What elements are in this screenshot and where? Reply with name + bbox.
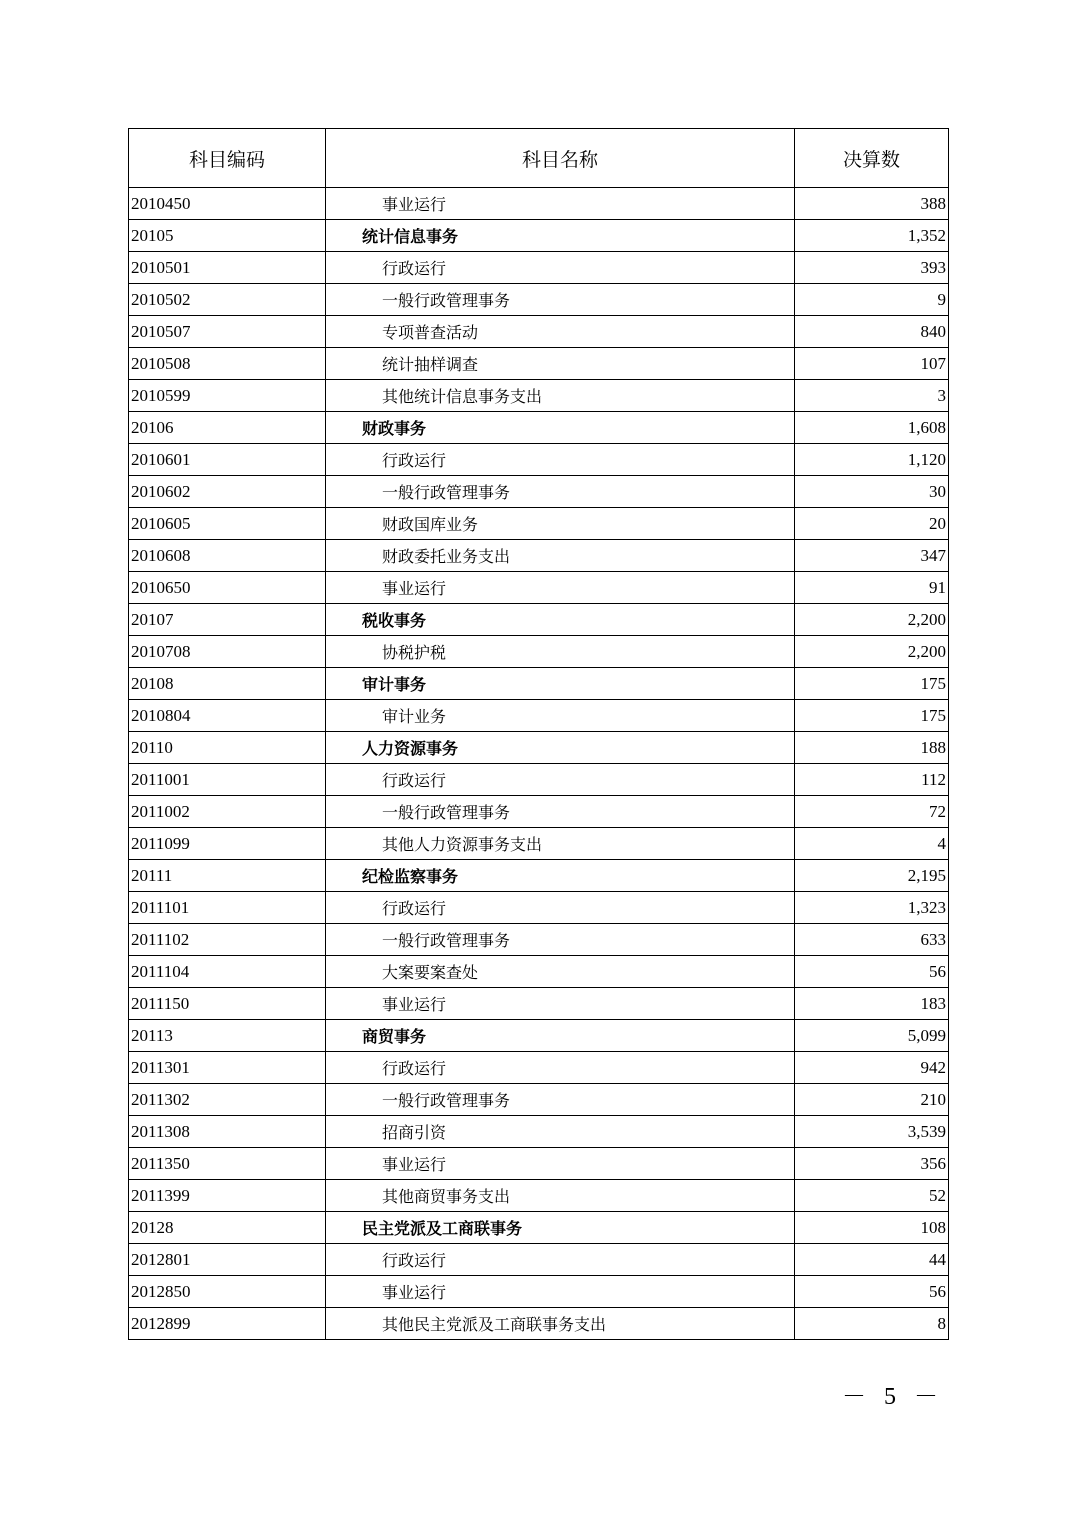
row-code: 2011302 <box>129 1084 326 1116</box>
row-amount: 2,200 <box>795 604 949 636</box>
row-code: 2011399 <box>129 1180 326 1212</box>
row-amount: 942 <box>795 1052 949 1084</box>
row-code: 20106 <box>129 412 326 444</box>
row-amount: 840 <box>795 316 949 348</box>
row-amount: 393 <box>795 252 949 284</box>
budget-table <box>128 128 949 1340</box>
row-item-name: 一般行政管理事务 <box>326 476 795 508</box>
row-amount: 108 <box>795 1212 949 1244</box>
table-row <box>129 284 949 316</box>
row-amount: 3 <box>795 380 949 412</box>
row-code: 2011099 <box>129 828 326 860</box>
row-item-name: 一般行政管理事务 <box>326 796 795 828</box>
row-code: 2011101 <box>129 892 326 924</box>
table-row <box>129 316 949 348</box>
row-item-name: 审计业务 <box>326 700 795 732</box>
row-code: 2010602 <box>129 476 326 508</box>
row-code: 2011001 <box>129 764 326 796</box>
table-row <box>129 1276 949 1308</box>
column-header-name: 科目名称 <box>326 129 795 188</box>
row-code: 20105 <box>129 220 326 252</box>
table-body <box>129 188 949 1340</box>
row-code: 2010605 <box>129 508 326 540</box>
row-amount: 72 <box>795 796 949 828</box>
row-category-name: 税收事务 <box>326 604 795 636</box>
row-code: 20113 <box>129 1020 326 1052</box>
row-code: 2012899 <box>129 1308 326 1340</box>
row-amount: 30 <box>795 476 949 508</box>
row-amount: 44 <box>795 1244 949 1276</box>
table-row <box>129 412 949 444</box>
row-amount: 52 <box>795 1180 949 1212</box>
row-amount: 20 <box>795 508 949 540</box>
table-row <box>129 1052 949 1084</box>
row-category-name: 财政事务 <box>326 412 795 444</box>
row-amount: 1,323 <box>795 892 949 924</box>
row-category-name: 审计事务 <box>326 668 795 700</box>
row-code: 2010507 <box>129 316 326 348</box>
row-item-name: 事业运行 <box>326 188 795 220</box>
row-code: 2011350 <box>129 1148 326 1180</box>
table-row <box>129 828 949 860</box>
table-row <box>129 252 949 284</box>
table-row <box>129 988 949 1020</box>
row-amount: 56 <box>795 1276 949 1308</box>
row-category-name: 民主党派及工商联事务 <box>326 1212 795 1244</box>
row-item-name: 一般行政管理事务 <box>326 284 795 316</box>
row-code: 2010502 <box>129 284 326 316</box>
row-item-name: 一般行政管理事务 <box>326 924 795 956</box>
row-item-name: 其他人力资源事务支出 <box>326 828 795 860</box>
row-item-name: 其他统计信息事务支出 <box>326 380 795 412</box>
row-code: 2012850 <box>129 1276 326 1308</box>
row-amount: 347 <box>795 540 949 572</box>
row-item-name: 事业运行 <box>326 572 795 604</box>
row-item-name: 财政委托业务支出 <box>326 540 795 572</box>
row-code: 2011104 <box>129 956 326 988</box>
row-amount: 183 <box>795 988 949 1020</box>
table-row <box>129 732 949 764</box>
row-item-name: 行政运行 <box>326 1244 795 1276</box>
row-item-name: 事业运行 <box>326 1276 795 1308</box>
table-row <box>129 764 949 796</box>
row-code: 20128 <box>129 1212 326 1244</box>
row-code: 2011301 <box>129 1052 326 1084</box>
row-code: 2011102 <box>129 924 326 956</box>
row-code: 2012801 <box>129 1244 326 1276</box>
table-row <box>129 700 949 732</box>
row-code: 2010508 <box>129 348 326 380</box>
table-row <box>129 348 949 380</box>
column-header-code: 科目编码 <box>129 129 326 188</box>
row-item-name: 专项普查活动 <box>326 316 795 348</box>
row-item-name: 事业运行 <box>326 1148 795 1180</box>
row-item-name: 大案要案查处 <box>326 956 795 988</box>
row-item-name: 协税护税 <box>326 636 795 668</box>
table-row <box>129 796 949 828</box>
table-row <box>129 508 949 540</box>
row-code: 2010599 <box>129 380 326 412</box>
row-amount: 112 <box>795 764 949 796</box>
row-amount: 4 <box>795 828 949 860</box>
row-amount: 56 <box>795 956 949 988</box>
table-row <box>129 380 949 412</box>
row-item-name: 行政运行 <box>326 892 795 924</box>
row-amount: 175 <box>795 700 949 732</box>
column-header-amount: 决算数 <box>795 129 949 188</box>
row-amount: 175 <box>795 668 949 700</box>
table-row <box>129 604 949 636</box>
row-code: 20107 <box>129 604 326 636</box>
row-item-name: 其他商贸事务支出 <box>326 1180 795 1212</box>
table-row <box>129 1020 949 1052</box>
table-row <box>129 1116 949 1148</box>
table-row <box>129 1244 949 1276</box>
row-item-name: 行政运行 <box>326 444 795 476</box>
row-amount: 210 <box>795 1084 949 1116</box>
page-number: － 5 － <box>842 1384 944 1410</box>
table-row <box>129 1212 949 1244</box>
row-item-name: 一般行政管理事务 <box>326 1084 795 1116</box>
row-code: 2010608 <box>129 540 326 572</box>
row-item-name: 统计抽样调查 <box>326 348 795 380</box>
row-category-name: 人力资源事务 <box>326 732 795 764</box>
row-amount: 5,099 <box>795 1020 949 1052</box>
budget-table-container <box>128 128 948 1340</box>
row-category-name: 统计信息事务 <box>326 220 795 252</box>
table-row <box>129 668 949 700</box>
row-amount: 188 <box>795 732 949 764</box>
row-amount: 1,352 <box>795 220 949 252</box>
row-code: 20110 <box>129 732 326 764</box>
table-row <box>129 1308 949 1340</box>
row-item-name: 招商引资 <box>326 1116 795 1148</box>
row-amount: 2,195 <box>795 860 949 892</box>
row-item-name: 行政运行 <box>326 252 795 284</box>
row-amount: 356 <box>795 1148 949 1180</box>
table-row <box>129 476 949 508</box>
table-row <box>129 860 949 892</box>
row-amount: 2,200 <box>795 636 949 668</box>
table-row <box>129 1084 949 1116</box>
table-row <box>129 1148 949 1180</box>
row-amount: 9 <box>795 284 949 316</box>
table-row <box>129 220 949 252</box>
row-item-name: 行政运行 <box>326 1052 795 1084</box>
table-row <box>129 956 949 988</box>
row-code: 20111 <box>129 860 326 892</box>
row-amount: 1,608 <box>795 412 949 444</box>
row-amount: 8 <box>795 1308 949 1340</box>
row-category-name: 商贸事务 <box>326 1020 795 1052</box>
row-amount: 1,120 <box>795 444 949 476</box>
row-amount: 633 <box>795 924 949 956</box>
row-amount: 3,539 <box>795 1116 949 1148</box>
row-item-name: 其他民主党派及工商联事务支出 <box>326 1308 795 1340</box>
row-category-name: 纪检监察事务 <box>326 860 795 892</box>
row-code: 2011308 <box>129 1116 326 1148</box>
row-item-name: 行政运行 <box>326 764 795 796</box>
row-code: 2010804 <box>129 700 326 732</box>
table-row <box>129 636 949 668</box>
table-row <box>129 188 949 220</box>
table-row <box>129 892 949 924</box>
table-row <box>129 924 949 956</box>
row-code: 2010601 <box>129 444 326 476</box>
row-code: 2010650 <box>129 572 326 604</box>
row-code: 2010450 <box>129 188 326 220</box>
row-item-name: 事业运行 <box>326 988 795 1020</box>
table-header-row <box>129 129 949 188</box>
table-row <box>129 572 949 604</box>
row-item-name: 财政国库业务 <box>326 508 795 540</box>
row-code: 2011002 <box>129 796 326 828</box>
row-amount: 388 <box>795 188 949 220</box>
row-code: 2011150 <box>129 988 326 1020</box>
table-row <box>129 1180 949 1212</box>
row-code: 2010708 <box>129 636 326 668</box>
table-row <box>129 540 949 572</box>
row-code: 2010501 <box>129 252 326 284</box>
row-amount: 107 <box>795 348 949 380</box>
table-row <box>129 444 949 476</box>
row-code: 20108 <box>129 668 326 700</box>
row-amount: 91 <box>795 572 949 604</box>
